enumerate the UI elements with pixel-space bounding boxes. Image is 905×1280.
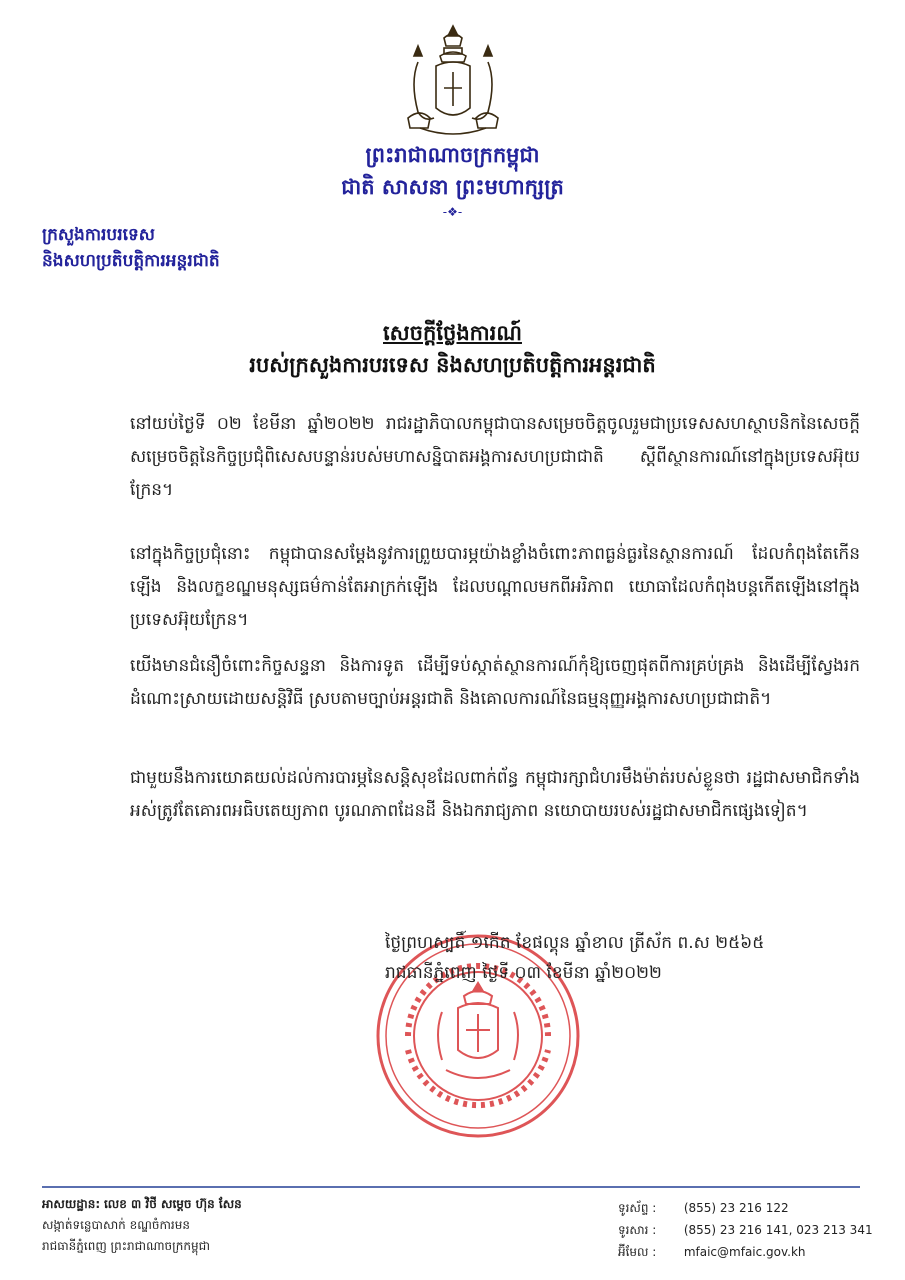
document-subtitle: របស់ក្រសួងការបរទេស និងសហប្រតិបត្តិការអន្តរជាតិ	[249, 353, 656, 377]
document-title: សេចក្តីថ្លែងការណ៍	[383, 321, 522, 345]
ministry-name-line2: និងសហប្រតិបត្តិការអន្តរជាតិ	[42, 251, 220, 271]
royal-emblem-icon	[400, 22, 506, 140]
kingdom-name: ព្រះរាជាណាចក្រកម្ពុជា	[365, 143, 540, 167]
phone-label: ទូរស័ព្ទ :	[618, 1201, 657, 1215]
paragraph-4: ជាមួយនឹងការយោគយល់ដល់ការបារម្ភនៃសន្តិសុខដែលពាក់ព័ន្ធ កម្ពុជារក្សាជំហរមឹងម៉ាត់របស់ខ្លួនថា រដ្ឋជាសមាជិកទាំងអស់ត្រូវតែគោរពអធិបតេយ្យភាព បូរណភាពដែនដី និងឯករាជ្យភាព នយោបាយរបស់រដ្ឋជាសមាជិកផ្សេងទៀត។	[130, 768, 860, 821]
paragraph-3: យើងមានជំនឿចំពោះកិច្ចសន្ទនា និងការទូត ដើម្បីទប់ស្កាត់ស្ថានការណ៍កុំឱ្យចេញផុតពីការគ្រប់គ្រង និងដើម្បីស្វែងរកដំណោះស្រាយដោយសន្តិវិធី ស្របតាមច្បាប់អន្តរជាតិ និងគោលការណ៍នៃធម្មនុញ្ញអង្គការសហប្រជាជាតិ។	[130, 656, 860, 709]
email-label: អ៊ីមែល :	[618, 1245, 657, 1259]
fax-value: (855) 23 216 141, 023 213 341	[683, 1223, 873, 1237]
fax-label: ទូរសារ :	[618, 1223, 657, 1237]
date-lunar: ថ្ងៃព្រហស្បតិ៍ ១កើត ខែផល្គុន ឆ្នាំខាល ត្រីស័ក ព.ស ២៥៦៥	[385, 933, 765, 953]
footer-phone	[618, 1200, 789, 1218]
footer-fax	[618, 1222, 873, 1240]
ministry-name-line1: ក្រសួងការបរទេស	[42, 225, 155, 245]
paragraph-2: នៅក្នុងកិច្ចប្រជុំនោះ កម្ពុជាបានសម្តែងនូវការព្រួយបារម្ភយ៉ាងខ្លាំងចំពោះភាពធ្ងន់ធ្ងរនៃស្ថានការណ៍ ដែលកំពុងតែកើនឡើង និងលក្ខខណ្ឌមនុស្សធម៌កាន់តែអាក្រក់ឡើង ដែលបណ្តាលមកពីអរិភាព យោធាដែលកំពុងបន្តកើតឡើងនៅក្នុងប្រទេសអ៊ុយក្រែន។	[130, 544, 860, 630]
national-motto: ជាតិ សាសនា ព្រះមហាក្សត្រ	[341, 175, 564, 199]
footer-address-line2: សង្កាត់ទន្លេបាសាក់ ខណ្ឌចំការមន	[42, 1218, 190, 1232]
address-street: លេខ ៣ វិថី សម្តេច ហ៊ុន សែន	[103, 1197, 242, 1211]
footer-address-line1	[42, 1196, 242, 1214]
date-solar: រាជធានីភ្នំពេញ ថ្ងៃទី ០៣ ខែមីនា ឆ្នាំ២០២២	[385, 963, 662, 983]
header-divider: -❖-	[442, 205, 463, 219]
paragraph-1: នៅយប់ថ្ងៃទី ០២ ខែមីនា ឆ្នាំ២០២២ រាជរដ្ឋាភិបាលកម្ពុជាបានសម្រេចចិត្តចូលរួមជាប្រទេសសហស្ថាបនិកនៃសេចក្តីសម្រេចចិត្តនៃកិច្ចប្រជុំពិសេសបន្ទាន់របស់មហាសន្និបាតអង្គការសហប្រជាជាតិ ស្តីពីស្ថានការណ៍នៅក្នុងប្រទេសអ៊ុយក្រែន។	[130, 414, 860, 500]
email-value: mfaic@mfaic.gov.kh	[683, 1245, 806, 1259]
phone-value: (855) 23 216 122	[683, 1201, 789, 1215]
footer-email	[618, 1244, 806, 1262]
footer-address-line3: រាជធានីភ្នំពេញ ព្រះរាជាណាចក្រកម្ពុជា	[42, 1239, 210, 1253]
address-label: អាសយដ្ឋាន:	[42, 1197, 101, 1211]
footer-divider	[42, 1186, 860, 1188]
